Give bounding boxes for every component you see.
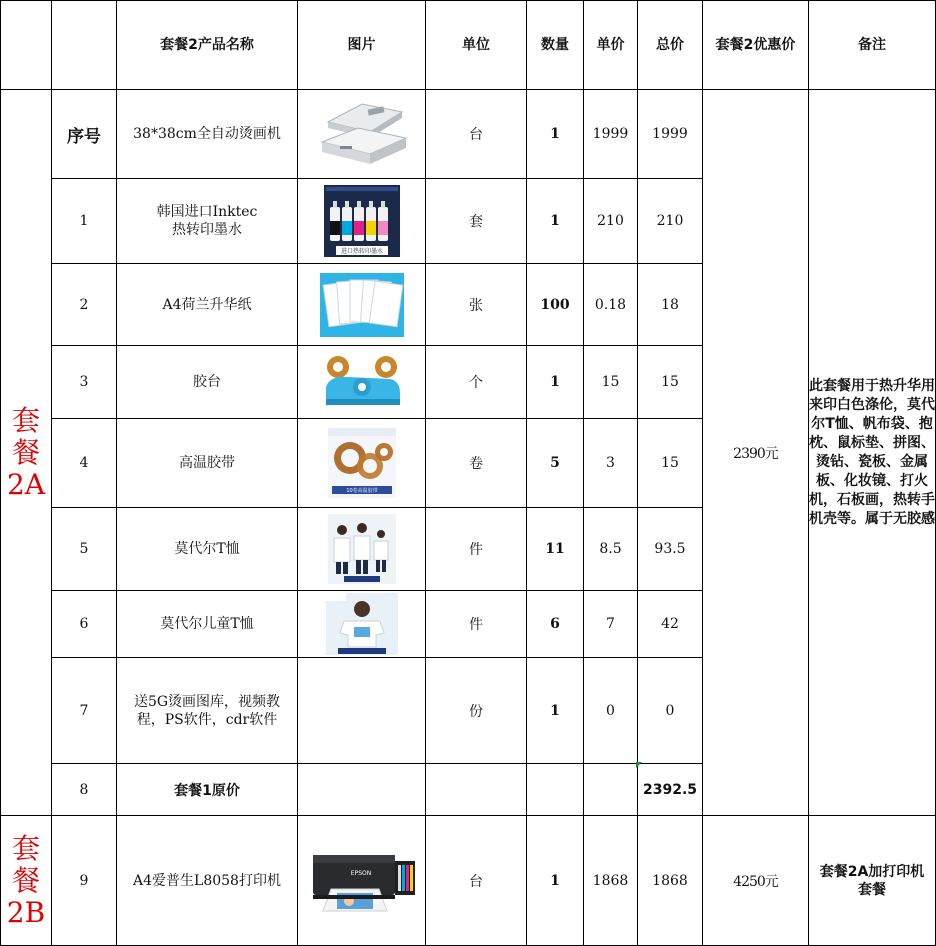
product-picture-cell xyxy=(298,264,426,346)
header-unit-price: 单价 xyxy=(584,1,638,90)
product-name: 莫代尔儿童T恤 xyxy=(117,591,298,658)
row-index: 5 xyxy=(52,508,117,591)
ink-image-caption: 进口热转印墨水 xyxy=(340,248,383,255)
sublimation-paper-image xyxy=(320,273,404,337)
row-index: 6 xyxy=(52,591,117,658)
original-price-label: 套餐1原价 xyxy=(117,764,298,816)
header-cell-blank-b xyxy=(52,1,117,90)
header-row xyxy=(1,1,936,90)
heat-tape-image xyxy=(328,428,396,498)
product-name-line: 韩国进口Inktec xyxy=(156,204,258,220)
header-discount-price: 套餐2优惠价 xyxy=(703,1,809,90)
product-name: 莫代尔T恤 xyxy=(117,508,298,591)
table-row xyxy=(1,816,936,946)
product-name-line: 程，PS软件，cdr软件 xyxy=(136,711,278,728)
unit: 份 xyxy=(426,658,527,764)
product-name: 38*38cm全自动烫画机 xyxy=(117,90,298,179)
package-a-label xyxy=(1,90,52,816)
unit-price: 15 xyxy=(584,346,638,419)
cell-comment-marker xyxy=(636,762,642,768)
empty-cell xyxy=(298,764,426,816)
package-a-discount-price: 2390元 xyxy=(703,90,809,816)
total-price: 15 xyxy=(638,346,703,419)
product-picture-cell xyxy=(298,419,426,508)
quantity: 1 xyxy=(527,816,584,946)
product-name: A4爱普生L8058打印机 xyxy=(117,816,298,946)
header-quantity: 数量 xyxy=(527,1,584,90)
total-price: 93.5 xyxy=(638,508,703,591)
unit: 套 xyxy=(426,179,527,264)
unit-price: 1999 xyxy=(584,90,638,179)
package-a-label-line: 套 xyxy=(11,403,40,437)
package-b-label-line: 套 xyxy=(11,831,40,865)
package-b-remark-line: 套餐2A加打印机 xyxy=(819,863,925,880)
total-price: 210 xyxy=(638,179,703,264)
package-b-label-line: 2B xyxy=(6,895,46,929)
total-price: 18 xyxy=(638,264,703,346)
product-picture-cell xyxy=(298,508,426,591)
product-picture-cell-empty xyxy=(298,658,426,764)
empty-cell xyxy=(527,764,584,816)
heat-press-machine-image xyxy=(314,98,410,170)
row-index: 4 xyxy=(52,419,117,508)
quantity: 11 xyxy=(527,508,584,591)
unit: 件 xyxy=(426,508,527,591)
row-index: 3 xyxy=(52,346,117,419)
header-total: 总价 xyxy=(638,1,703,90)
unit-price: 8.5 xyxy=(584,508,638,591)
unit: 台 xyxy=(426,90,527,179)
product-name: 高温胶带 xyxy=(117,419,298,508)
unit-price: 1868 xyxy=(584,816,638,946)
tape-dispenser-image xyxy=(320,353,404,411)
product-picture-cell xyxy=(298,591,426,658)
product-picture-cell xyxy=(298,90,426,179)
unit: 卷 xyxy=(426,419,527,508)
printer-brand-label: EPSON xyxy=(350,869,371,877)
header-cell-blank-a xyxy=(1,1,52,90)
quantity: 1 xyxy=(527,179,584,264)
package-b-label-line: 餐 xyxy=(11,863,40,897)
unit-price: 0.18 xyxy=(584,264,638,346)
quantity: 100 xyxy=(527,264,584,346)
tape-image-caption: 10卷高温胶带 xyxy=(345,488,378,494)
row-index: 8 xyxy=(52,764,117,816)
header-unit: 单位 xyxy=(426,1,527,90)
quantity: 6 xyxy=(527,591,584,658)
row-index: 7 xyxy=(52,658,117,764)
product-picture-cell xyxy=(298,346,426,419)
header-remark: 备注 xyxy=(809,1,936,90)
header-picture: 图片 xyxy=(298,1,426,90)
unit-price: 3 xyxy=(584,419,638,508)
product-name: 胶台 xyxy=(117,346,298,419)
product-picture-cell xyxy=(298,816,426,946)
product-picture-cell xyxy=(298,179,426,264)
unit: 个 xyxy=(426,346,527,419)
empty-cell xyxy=(426,764,527,816)
quantity: 1 xyxy=(527,90,584,179)
quantity: 5 xyxy=(527,419,584,508)
total-price: 42 xyxy=(638,591,703,658)
total-price: 1868 xyxy=(638,816,703,946)
kids-tshirt-image xyxy=(326,593,398,655)
package-a-label-line: 餐 xyxy=(11,435,40,469)
unit-price: 7 xyxy=(584,591,638,658)
quantity: 1 xyxy=(527,346,584,419)
product-name xyxy=(117,658,298,764)
quantity: 1 xyxy=(527,658,584,764)
package-b-remark-line: 套餐 xyxy=(858,881,886,898)
unit: 台 xyxy=(426,816,527,946)
product-name-line: 热转印墨水 xyxy=(172,222,242,238)
unit-price: 0 xyxy=(584,658,638,764)
total-price: 15 xyxy=(638,419,703,508)
header-product-name: 套餐2产品名称 xyxy=(117,1,298,90)
total-price: 0 xyxy=(638,658,703,764)
package-a-label-line: 2A xyxy=(6,467,46,501)
modal-tshirt-image xyxy=(328,514,396,584)
row-index: 序号 xyxy=(52,90,117,179)
ink-bottles-image xyxy=(324,185,400,257)
package-a-remark: 此套餐用于热升华用来印白色涤伦，莫代尔T恤、帆布袋、抱枕、鼠标垫、拼图、烫钻、瓷板、金属板、化妆镜、打火机，石板画，热转手机壳等。属于无胶感 xyxy=(809,90,936,816)
unit: 张 xyxy=(426,264,527,346)
product-name xyxy=(117,179,298,264)
package-b-discount-price: 4250元 xyxy=(703,816,809,946)
product-name-line: 送5G烫画图库，视频教 xyxy=(133,693,281,710)
row-index: 2 xyxy=(52,264,117,346)
unit: 件 xyxy=(426,591,527,658)
row-index: 9 xyxy=(52,816,117,946)
total-price: 1999 xyxy=(638,90,703,179)
package-b-remark xyxy=(809,816,936,946)
package-b-label xyxy=(1,816,52,946)
row-index: 1 xyxy=(52,179,117,264)
epson-printer-image xyxy=(303,841,421,921)
product-name: A4荷兰升华纸 xyxy=(117,264,298,346)
unit-price: 210 xyxy=(584,179,638,264)
table-row xyxy=(1,90,936,179)
empty-cell xyxy=(584,764,638,816)
original-price-total: 2392.5 xyxy=(638,764,703,816)
